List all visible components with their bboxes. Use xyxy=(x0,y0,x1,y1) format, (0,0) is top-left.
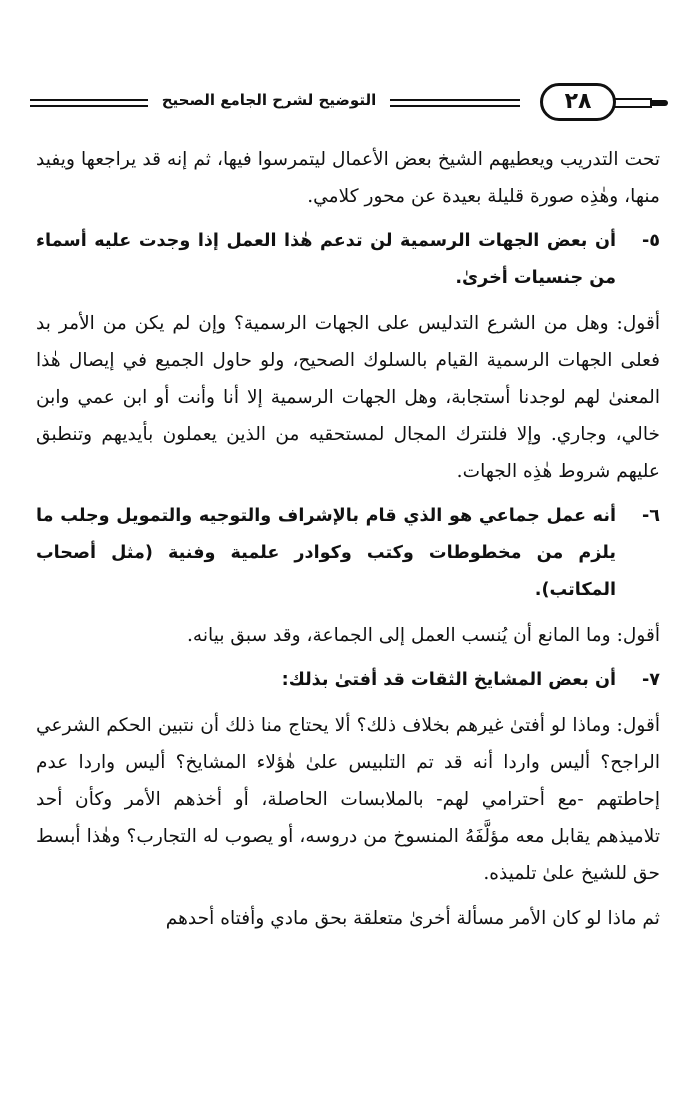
item-text: أن بعض المشايخ الثقات قد أفتىٰ بذلك: xyxy=(281,670,616,690)
running-header xyxy=(30,78,668,128)
paragraph: تحت التدريب ويعطيهم الشيخ بعض الأعمال ليتمرسوا فيها، ثم إنه قد يراجعها ويفيد منها، وهٰذِه صورة قليلة بعيدة عن محور كلامي. xyxy=(36,149,660,207)
item-number: ٦- xyxy=(641,506,660,526)
item-text: أنه عمل جماعي هو الذي قام بالإشراف والتوجيه والتمويل وجلب ما يلزم من مخطوطات وكتب وكوادر علمية وفنية (مثل أصحاب المكاتب). xyxy=(36,506,616,600)
header-ornament-end xyxy=(650,100,668,106)
paragraph: ثم ماذا لو كان الأمر مسألة أخرىٰ متعلقة بحق مادي وأفتاه أحدهم xyxy=(165,908,660,929)
header-ornament xyxy=(614,98,652,108)
numbered-item xyxy=(36,498,660,609)
paragraph: أقول: وما المانع أن يُنسب العمل إلى الجماعة، وقد سبق بيانه. xyxy=(186,625,660,646)
paragraph: أقول: وماذا لو أفتىٰ غيرهم بخلاف ذلك؟ ألا يحتاج منا ذلك أن نتبين الحكم الشرعي الراجح؟ أليس واردا أنه قد تم التلبيس علىٰ هٰؤلاء المشايخ؟ أليس واردا عدم إحاطتهم -مع أحترامي لهم- بالملابسات الحاصلة، أو أخذهم الأمر وكأن أحد تلاميذهم يقابل معه مؤلَّفَهُ المنسوخ من دروسه، أو يصوب له التجارب؟ وهٰذا أبسط حق للشيخ علىٰ تلميذه. xyxy=(36,715,660,884)
item-text: أن بعض الجهات الرسمية لن تدعم هٰذا العمل إذا وجدت عليه أسماء من جنسيات أخرىٰ. xyxy=(36,231,616,288)
numbered-item xyxy=(36,662,660,699)
header-rule-right xyxy=(390,99,520,107)
item-number: ٥- xyxy=(641,231,660,251)
item-number: ٧- xyxy=(641,670,660,690)
page-body xyxy=(36,141,660,937)
page-number: ٢٨ xyxy=(540,83,616,121)
book-title: التوضيح لشرح الجامع الصحيح xyxy=(161,91,377,109)
numbered-item xyxy=(36,223,660,297)
paragraph: أقول: وهل من الشرع التدليس على الجهات الرسمية؟ وإن لم يكن من الأمر بد فعلى الجهات الرسمية القيام بالسلوك الصحيح، ولو حاول الجميع في إيصال هٰذا المعنىٰ لهم لوجدنا أستجابة، وهل الجهات الرسمية إلا أنا وأنت أو ابن عمي وابن خالي، وجاري. وإلا فلنترك المجال لمستحقيه من الذين يعملون بأيديهم وتنطبق عليهم شروط هٰذِه الجهات. xyxy=(36,313,660,482)
header-rule-left xyxy=(30,99,148,107)
